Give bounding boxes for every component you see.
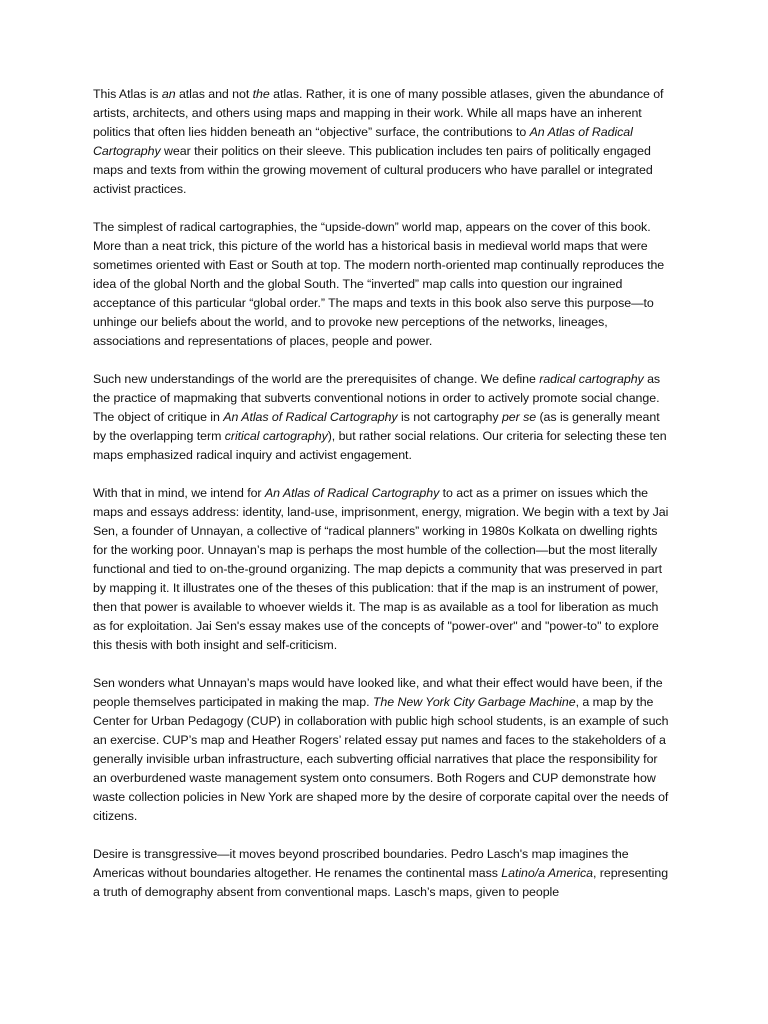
paragraph [93,674,673,826]
italic-text-run: The New York City Garbage Machine [372,695,576,709]
italic-text-run: An Atlas of Radical Cartography [93,125,633,158]
italic-text-run: the [252,87,270,101]
paragraph [93,845,673,902]
text-run: , representing a truth of demography absent from conventional maps. Lasch’s maps, given to people [93,866,669,899]
italic-text-run: Latino/a America [501,866,593,880]
text-run: to act as a primer on issues which the maps and essays address: identity, land-use, imprisonment, energy, migration. We begin with a text by Jai Sen, a founder of Unnayan, a collective of “radical planners” working in 1980s Kolkata on dwelling rights for the working poor. Unnayan’s map is perhaps the most humble of the collection—but the most literally functional and tied to on-the-ground organizing. The map depicts a community that was preserved in part by mapping it. It illustrates one of the theses of this publication: that if the map is an instrument of power, then that power is available to whoever wields it. The map is as available as a tool for liberation as much as for exploitation. Jai Sen's essay makes use of the concepts of "power-over" and "power-to" to explore this thesis with both insight and self-criticism. [93,486,669,652]
text-run: atlas. Rather, it is one of many possible atlases, given the abundance of artists, architects, and others using maps and mapping in their work. While all maps have an inherent politics that often lies hidden beneath an “objective” surface, the contributions to [93,87,664,139]
paragraph [93,85,673,199]
text-run: is not cartography [397,410,502,424]
text-run: Sen wonders what Unnayan’s maps would have looked like, and what their effect would have been, if the people themselves participated in making the map. [93,676,663,709]
text-run: Such new understandings of the world are the prerequisites of change. We define [93,372,540,386]
text-run: ), but rather social relations. Our criteria for selecting these ten maps emphasized radical inquiry and activist engagement. [93,429,667,462]
text-run: as the practice of mapmaking that subverts conventional notions in order to actively promote social change. The object of critique in [93,372,661,424]
text-run: wear their politics on their sleeve. This publication includes ten pairs of politically engaged maps and texts from within the growing movement of cultural producers who have parallel or integrated activist practices. [93,144,653,196]
text-run: With that in mind, we intend for [93,486,265,500]
italic-text-run: an [161,87,176,101]
text-run: (as is generally meant by the overlapping term [93,410,660,443]
paragraph [93,218,673,351]
text-run: , a map by the Center for Urban Pedagogy (CUP) in collaboration with public high school students, is an example of such an exercise. CUP’s map and Heather Rogers’ related essay put names and faces to the stakeholders of a generally invisible urban infrastructure, each subverting official narratives that place the responsibility for an overburdened waste management system onto consumers. Both Rogers and CUP demonstrate how waste collection policies in New York are shaped more by the desire of corporate capital over the needs of citizens. [93,695,669,823]
italic-text-run: radical cartography [539,372,644,386]
italic-text-run: An Atlas of Radical Cartography [223,410,398,424]
italic-text-run: per se [501,410,537,424]
text-run: The simplest of radical cartographies, the “upside-down” world map, appears on the cover of this book. More than a neat trick, this picture of the world has a historical basis in medieval world maps that were sometimes oriented with East or South at top. The modern north-oriented map continually reproduces the idea of the global North and the global South. The “inverted” map calls into question our ingrained acceptance of this particular “global order.” The maps and texts in this book also serve this purpose—to unhinge our beliefs about the world, and to provoke new perceptions of the networks, lineages, associations and representations of places, people and power. [93,220,665,348]
paragraph [93,370,673,465]
text-run: This Atlas is [93,87,162,101]
italic-text-run: An Atlas of Radical Cartography [264,486,440,500]
text-run: atlas and not [175,87,253,101]
italic-text-run: critical cartography [224,429,328,443]
text-run: Desire is transgressive—it moves beyond proscribed boundaries. Pedro Lasch's map imagines the Americas without boundaries altogether. He renames the continental mass [93,847,629,880]
body-text [93,85,673,921]
paragraph [93,484,673,655]
